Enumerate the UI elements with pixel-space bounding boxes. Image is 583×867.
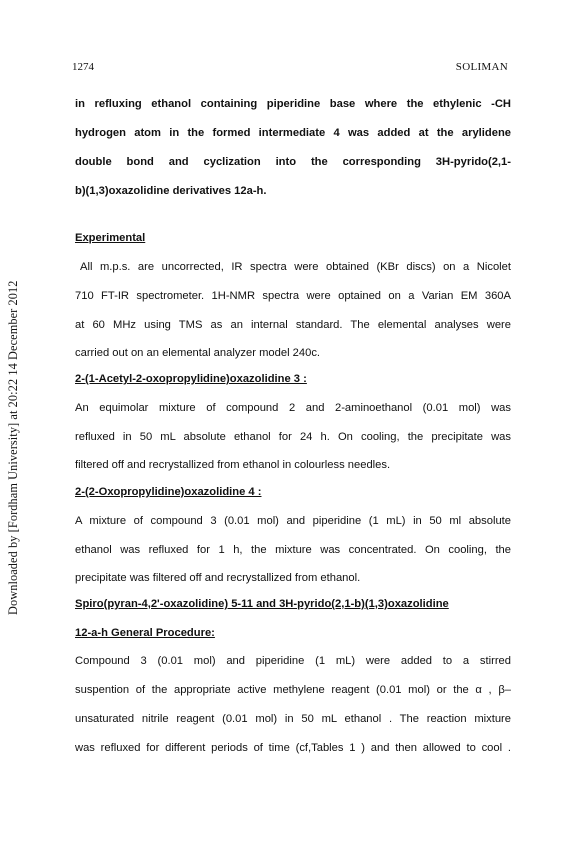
intro-line: hydrogen atom in the formed intermediate 4 was added at the arylidene — [75, 127, 511, 139]
compound-4-heading: 2-(2-Oxopropylidine)oxazolidine 4 : — [75, 486, 262, 498]
intro-line: double bond and cyclization into the corresponding 3H-pyrido(2,1- — [75, 156, 511, 168]
page-number: 1274 — [72, 61, 94, 73]
general-procedure-line: was refluxed for different periods of time (cf,Tables 1 ) and then allowed to cool . — [75, 742, 511, 754]
compound-3-line: filtered off and recrystallized from ethanol in colourless needles. — [75, 459, 391, 471]
general-procedure-heading: 12-a-h General Procedure: — [75, 627, 215, 639]
general-procedure-line: unsaturated nitrile reagent (0.01 mol) in 50 mL ethanol . The reaction mixture — [75, 713, 511, 725]
running-head-author: SOLIMAN — [455, 61, 508, 73]
compound-4-line: ethanol was refluxed for 1 h, the mixture was concentrated. On cooling, the — [75, 544, 511, 556]
experimental-line: carried out on an elemental analyzer model 240c. — [75, 347, 321, 359]
experimental-line: 710 FT-IR spectrometer. 1H-NMR spectra were optained on a Varian EM 360A — [75, 290, 511, 302]
general-procedure-line: Compound 3 (0.01 mol) and piperidine (1 mL) were added to a stirred — [75, 655, 511, 667]
intro-line: in refluxing ethanol containing piperidine base where the ethylenic -CH — [75, 98, 511, 110]
compound-3-heading: 2-(1-Acetyl-2-oxopropylidine)oxazolidine 3 : — [75, 373, 307, 385]
experimental-line: All m.p.s. are uncorrected, IR spectra were obtained (KBr discs) on a Nicolet — [80, 261, 511, 273]
compound-4-line: A mixture of compound 3 (0.01 mol) and piperidine (1 mL) in 50 ml absolute — [75, 515, 511, 527]
download-watermark: Downloaded by [Fordham University] at 20:22 14 December 2012 — [6, 280, 20, 615]
general-procedure-heading: Spiro(pyran-4,2'-oxazolidine) 5-11 and 3H-pyrido(2,1-b)(1,3)oxazolidine — [75, 598, 449, 610]
compound-3-line: refluxed in 50 mL absolute ethanol for 24 h. On cooling, the precipitate was — [75, 431, 511, 443]
compound-4-line: precipitate was filtered off and recrystallized from ethanol. — [75, 572, 361, 584]
compound-3-line: An equimolar mixture of compound 2 and 2-aminoethanol (0.01 mol) was — [75, 402, 511, 414]
intro-line: b)(1,3)oxazolidine derivatives 12a-h. — [75, 185, 267, 197]
experimental-heading: Experimental — [75, 232, 146, 244]
general-procedure-line: suspention of the appropriate active methylene reagent (0.01 mol) or the α , β– — [75, 684, 511, 696]
experimental-line: at 60 MHz using TMS as an internal standard. The elemental analyses were — [75, 319, 511, 331]
